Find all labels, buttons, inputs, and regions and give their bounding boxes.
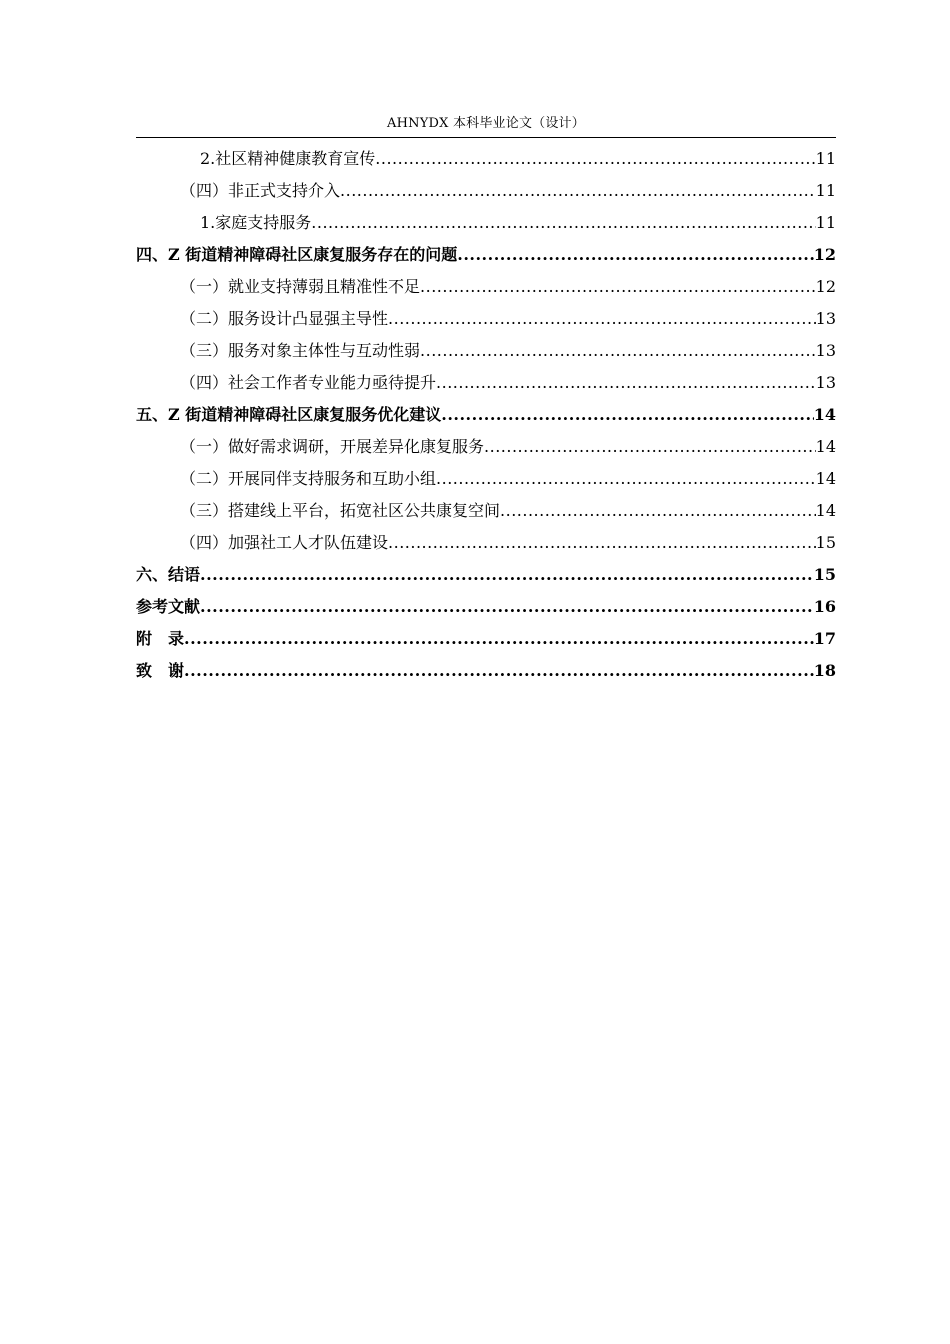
toc-entry-label: （一）做好需求调研，开展差异化康复服务 bbox=[180, 437, 485, 456]
toc-entry[interactable] bbox=[136, 495, 836, 527]
toc-entry-label: 附 录 bbox=[136, 629, 185, 648]
toc-dot-leader bbox=[200, 559, 814, 591]
toc-entry-page: 12 bbox=[815, 277, 836, 296]
toc-entry-page: 15 bbox=[813, 565, 836, 584]
toc-entry-page: 14 bbox=[815, 501, 836, 520]
toc-dot-leader bbox=[457, 239, 813, 271]
toc-entry-label: 五、Z 街道精神障碍社区康复服务优化建议 bbox=[136, 405, 442, 424]
toc-entry-label: （二）服务设计凸显强主导性 bbox=[180, 309, 389, 328]
toc-entry-page: 13 bbox=[815, 341, 836, 360]
toc-dot-leader bbox=[388, 527, 816, 559]
toc-entry[interactable] bbox=[136, 175, 836, 207]
toc-dot-leader bbox=[436, 463, 816, 495]
toc-entry-label: （三）搭建线上平台，拓宽社区公共康复空间 bbox=[180, 501, 501, 520]
toc-entry[interactable] bbox=[136, 207, 836, 239]
toc-entry-page: 17 bbox=[813, 629, 836, 648]
toc-chapter-entry[interactable] bbox=[136, 239, 836, 271]
toc-entry-label: （三）服务对象主体性与互动性弱 bbox=[180, 341, 421, 360]
toc-chapter-entry[interactable] bbox=[136, 655, 836, 687]
toc-entry-page: 11 bbox=[815, 149, 836, 168]
table-of-contents bbox=[136, 143, 836, 687]
toc-chapter-entry[interactable] bbox=[136, 399, 836, 431]
toc-entry-page: 15 bbox=[815, 533, 836, 552]
toc-entry-label: 参考文献 bbox=[136, 597, 201, 616]
toc-dot-leader bbox=[420, 271, 816, 303]
page-header: AHNYDX 本科毕业论文（设计） bbox=[387, 116, 585, 131]
toc-dot-leader bbox=[340, 175, 816, 207]
header-rule bbox=[136, 137, 836, 138]
toc-dot-leader bbox=[200, 591, 814, 623]
toc-entry-page: 16 bbox=[813, 597, 836, 616]
toc-dot-leader bbox=[184, 655, 814, 687]
toc-entry[interactable] bbox=[136, 367, 836, 399]
toc-dot-leader bbox=[436, 367, 816, 399]
toc-entry[interactable] bbox=[136, 271, 836, 303]
toc-dot-leader bbox=[375, 143, 815, 175]
toc-dot-leader bbox=[420, 335, 816, 367]
toc-entry-label: 2.社区精神健康教育宣传 bbox=[200, 149, 376, 168]
toc-entry[interactable] bbox=[136, 335, 836, 367]
toc-entry-page: 13 bbox=[815, 373, 836, 392]
toc-dot-leader bbox=[441, 399, 813, 431]
toc-chapter-entry[interactable] bbox=[136, 591, 836, 623]
toc-dot-leader bbox=[311, 207, 815, 239]
toc-entry-label: （四）非正式支持介入 bbox=[180, 181, 341, 200]
toc-dot-leader bbox=[184, 623, 814, 655]
toc-entry-label: 致 谢 bbox=[136, 661, 185, 680]
toc-entry-label: 四、Z 街道精神障碍社区康复服务存在的问题 bbox=[136, 245, 458, 264]
toc-chapter-entry[interactable] bbox=[136, 559, 836, 591]
toc-entry-label: （二）开展同伴支持服务和互助小组 bbox=[180, 469, 437, 488]
toc-entry-page: 12 bbox=[813, 245, 836, 264]
toc-dot-leader bbox=[388, 303, 816, 335]
toc-chapter-entry[interactable] bbox=[136, 623, 836, 655]
toc-entry-page: 13 bbox=[815, 309, 836, 328]
toc-entry[interactable] bbox=[136, 143, 836, 175]
toc-entry[interactable] bbox=[136, 527, 836, 559]
toc-entry-label: （四）社会工作者专业能力亟待提升 bbox=[180, 373, 437, 392]
toc-dot-leader bbox=[484, 431, 816, 463]
toc-entry[interactable] bbox=[136, 303, 836, 335]
toc-entry[interactable] bbox=[136, 463, 836, 495]
toc-entry-page: 11 bbox=[815, 181, 836, 200]
toc-entry[interactable] bbox=[136, 431, 836, 463]
toc-entry-page: 14 bbox=[815, 469, 836, 488]
toc-entry-page: 14 bbox=[813, 405, 836, 424]
toc-entry-label: （四）加强社工人才队伍建设 bbox=[180, 533, 389, 552]
toc-entry-page: 14 bbox=[815, 437, 836, 456]
toc-dot-leader bbox=[500, 495, 816, 527]
toc-entry-page: 11 bbox=[815, 213, 836, 232]
toc-entry-label: （一）就业支持薄弱且精准性不足 bbox=[180, 277, 421, 296]
toc-entry-page: 18 bbox=[813, 661, 836, 680]
toc-entry-label: 六、结语 bbox=[136, 565, 201, 584]
toc-entry-label: 1.家庭支持服务 bbox=[200, 213, 312, 232]
